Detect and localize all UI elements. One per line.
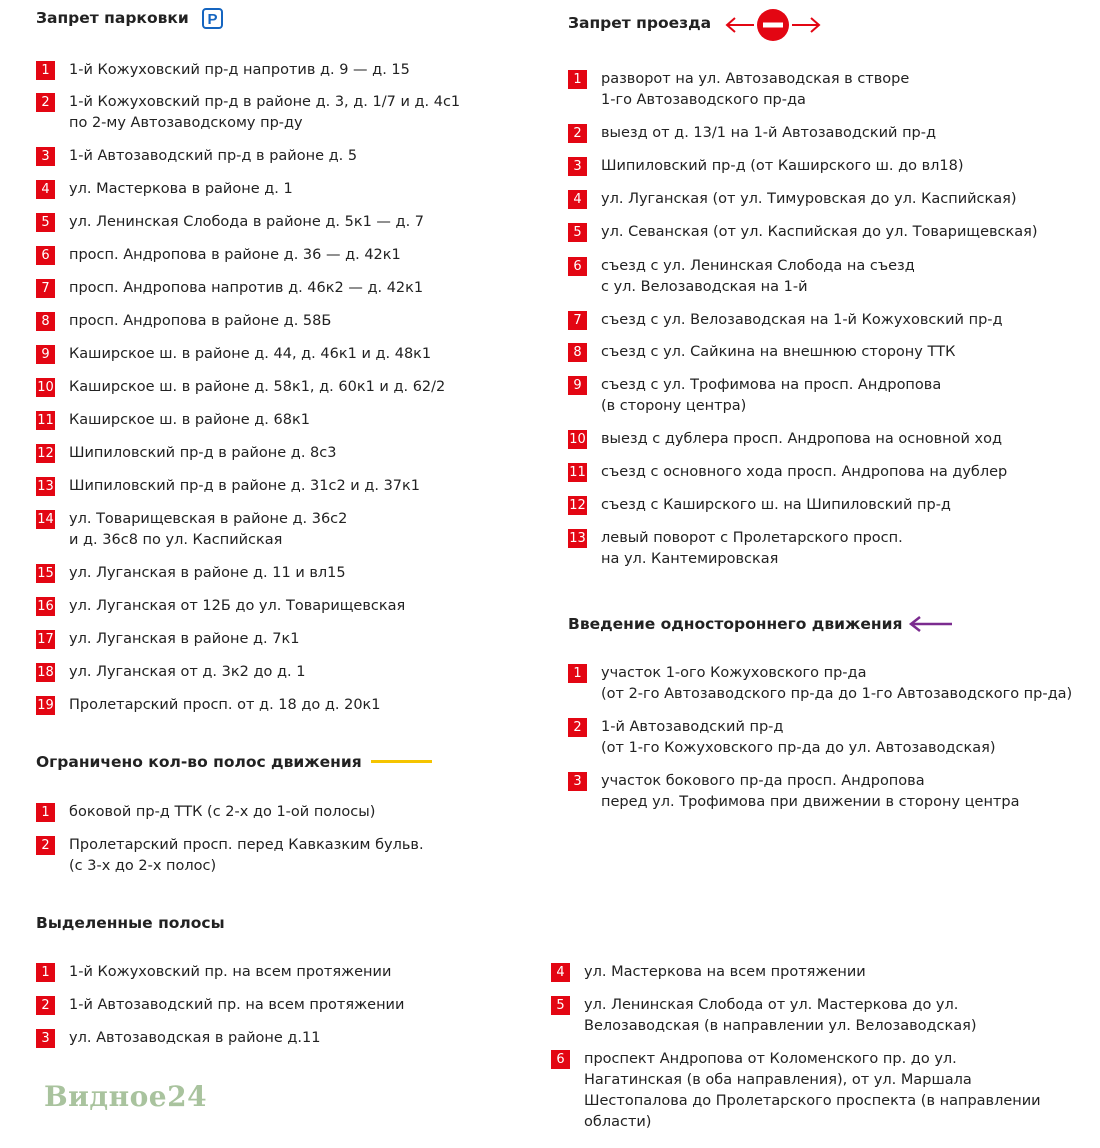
list-item [36,477,420,497]
item-text: съезд с Каширского ш. на Шипиловский пр-д [601,497,951,513]
item-text: ул. Автозаводская в районе д.11 [69,1030,321,1046]
list-item [568,664,1072,705]
number-badge: 7 [568,311,587,330]
item-text: просп. Андропова напротив д. 46к2 — д. 42к1 [69,280,424,296]
list-item [568,124,936,144]
number-badge: 6 [568,257,587,276]
list-item [36,312,331,332]
number-badge: 11 [37,413,54,428]
number-badge: 8 [568,343,587,362]
number-badge: 6 [551,1050,570,1069]
list-item [551,1050,1041,1133]
list-item [36,61,410,81]
item-text: 1-й Автозаводский пр. на всем протяжении [69,997,405,1013]
item-text: ул. Мастеркова в районе д. 1 [69,181,293,197]
list-item [36,836,424,877]
list-item [568,463,1007,483]
item-text: Пролетарский просп. от д. 18 до д. 20к1 [69,697,381,713]
item-text: разворот на ул. Автозаводская в створе 1-го Автозаводского пр-да [601,71,910,108]
list-item [36,246,401,266]
list-item [36,564,346,584]
item-text: участок бокового пр-да просп. Андропова перед ул. Трофимова при движении в сторону центра [601,773,1020,810]
yellow-line-icon [371,760,432,763]
item-text: Каширское ш. в районе д. 68к1 [69,412,310,428]
list-item [36,180,293,200]
list-item [568,376,941,417]
item-text: съезд с ул. Сайкина на внешнюю сторону ТТК [601,344,956,360]
watermark-logo: Видное24 [44,1080,208,1113]
list-item [36,147,357,167]
number-badge: 3 [36,1029,55,1048]
list-item [568,157,964,177]
number-badge: 2 [568,124,587,143]
item-text: боковой пр-д ТТК (с 2-х до 1-ой полосы) [69,804,376,820]
parking-title: Запрет парковки [36,9,189,27]
list-item [36,345,431,365]
item-text: ул. Луганская в районе д. 11 и вл15 [69,565,346,581]
list-item [36,963,391,983]
item-text: съезд с ул. Трофимова на просп. Андропова (в сторону центра) [601,377,942,414]
list-item [36,663,305,683]
item-text: 1-й Кожуховский пр. на всем протяжении [69,964,392,980]
list-item [36,444,336,464]
number-badge: 1 [36,963,55,982]
list-item [36,597,405,617]
number-badge: 15 [37,566,54,581]
item-text: выезд с дублера просп. Андропова на основной ход [601,431,1002,447]
item-text: левый поворот с Пролетарского просп. на ул. Кантемировская [601,530,903,567]
number-badge: 11 [569,465,586,480]
list-item [36,213,424,233]
list-item [568,430,1002,450]
number-badge: 5 [568,223,587,242]
number-badge: 12 [37,446,54,461]
number-badge: 3 [568,772,587,791]
number-badge: 14 [37,512,54,527]
lanes-limited-title: Ограничено кол-во полос движения [36,753,362,771]
number-badge: 7 [36,279,55,298]
list-item [36,630,300,650]
item-text: проспект Андропова от Коломенского пр. до ул. Нагатинская (в оба направления), от ул. Маршала Шестопалова до Пролетарского проспекта (в направлении области) [584,1051,1041,1130]
list-item [568,718,995,759]
list-item [36,411,310,431]
item-text: просп. Андропова в районе д. 36 — д. 42к1 [69,247,401,263]
dedicated-title: Выделенные полосы [36,914,225,932]
list-item [568,343,955,363]
number-badge: 13 [569,531,586,546]
number-badge: 16 [37,599,54,614]
item-text: Шипиловский пр-д (от Каширского ш. до вл18) [601,158,964,174]
item-text: съезд с ул. Ленинская Слобода на съезд с ул. Велозаводская на 1-й [601,258,915,295]
item-text: 1-й Кожуховский пр-д в районе д. 3, д. 1/7 и д. 4с1 по 2-му Автозаводскому пр-ду [69,94,461,131]
number-badge: 1 [36,803,55,822]
list-item [36,803,375,823]
list-item [568,70,909,111]
number-badge: 4 [551,963,570,982]
item-text: выезд от д. 13/1 на 1-й Автозаводский пр-д [601,125,937,141]
purple-arrow-icon [908,614,954,634]
number-badge: 10 [569,432,586,447]
number-badge: 2 [36,836,55,855]
item-text: участок 1-ого Кожуховского пр-да (от 2-го Автозаводского пр-да до 1-го Автозаводского пр-да) [601,665,1073,702]
number-badge: 9 [36,345,55,364]
list-item [568,190,1017,210]
item-text: просп. Андропова в районе д. 58Б [69,313,332,329]
parking-sign-icon [202,8,223,29]
list-item [36,996,404,1016]
number-badge: 3 [568,157,587,176]
number-badge: 18 [37,665,54,680]
no-entry-title: Запрет проезда [568,14,712,32]
number-badge: 13 [37,479,54,494]
list-item [36,378,445,398]
list-item [551,996,977,1037]
number-badge: 6 [36,246,55,265]
item-text: ул. Луганская от 12Б до ул. Товарищевская [69,598,406,614]
list-item [36,1029,320,1049]
item-text: ул. Луганская от д. 3к2 до д. 1 [69,664,306,680]
item-text: 1-й Кожуховский пр-д напротив д. 9 — д. 15 [69,62,410,78]
number-badge: 2 [36,996,55,1015]
item-text: ул. Луганская (от ул. Тимуровская до ул. Каспийская) [601,191,1017,207]
number-badge: 17 [37,632,54,647]
list-item [568,223,1038,243]
list-item [36,279,423,299]
number-badge: 2 [36,93,55,112]
number-badge: 3 [36,147,55,166]
list-item [568,772,1019,813]
number-badge: 10 [37,380,54,395]
number-badge: 19 [37,698,54,713]
list-item [551,963,866,983]
item-text: ул. Ленинская Слобода в районе д. 5к1 — д. 7 [69,214,425,230]
number-badge: 4 [568,190,587,209]
number-badge: 5 [551,996,570,1015]
number-badge: 4 [36,180,55,199]
no-entry-sign-icon [724,8,822,42]
svg-text:P: P [207,11,218,28]
item-text: ул. Ленинская Слобода от ул. Мастеркова до ул. Велозаводская (в направлении ул. Велозаводская) [584,997,977,1034]
number-badge: 1 [568,70,587,89]
number-badge: 2 [568,718,587,737]
item-text: Шипиловский пр-д в районе д. 8с3 [69,445,337,461]
item-text: ул. Севанская (от ул. Каспийская до ул. Товарищевская) [601,224,1038,240]
list-item [36,93,460,134]
item-text: Каширское ш. в районе д. 44, д. 46к1 и д. 48к1 [69,346,432,362]
item-text: ул. Товарищевская в районе д. 36с2 и д. 36с8 по ул. Каспийская [69,511,348,548]
list-item [36,510,347,551]
number-badge: 9 [568,376,587,395]
item-text: ул. Мастеркова на всем протяжении [584,964,866,980]
item-text: съезд с ул. Велозаводская на 1-й Кожуховский пр-д [601,312,1003,328]
item-text: Шипиловский пр-д в районе д. 31с2 и д. 37к1 [69,478,421,494]
number-badge: 1 [36,61,55,80]
item-text: ул. Луганская в районе д. 7к1 [69,631,300,647]
one-way-title: Введение одностороннего движения [568,615,903,633]
number-badge: 5 [36,213,55,232]
item-text: Каширское ш. в районе д. 58к1, д. 60к1 и д. 62/2 [69,379,446,395]
number-badge: 12 [569,498,586,513]
item-text: съезд с основного хода просп. Андропова на дублер [601,464,1008,480]
list-item [36,696,381,716]
list-item [568,496,951,516]
number-badge: 1 [568,664,587,683]
item-text: Пролетарский просп. перед Кавказким бульв. (с 3-х до 2-х полос) [69,837,424,874]
list-item [568,529,903,570]
item-text: 1-й Автозаводский пр-д (от 1-го Кожуховского пр-да до ул. Автозаводская) [601,719,996,756]
item-text: 1-й Автозаводский пр-д в районе д. 5 [69,148,358,164]
list-item [568,311,1003,331]
number-badge: 8 [36,312,55,331]
list-item [568,257,915,298]
